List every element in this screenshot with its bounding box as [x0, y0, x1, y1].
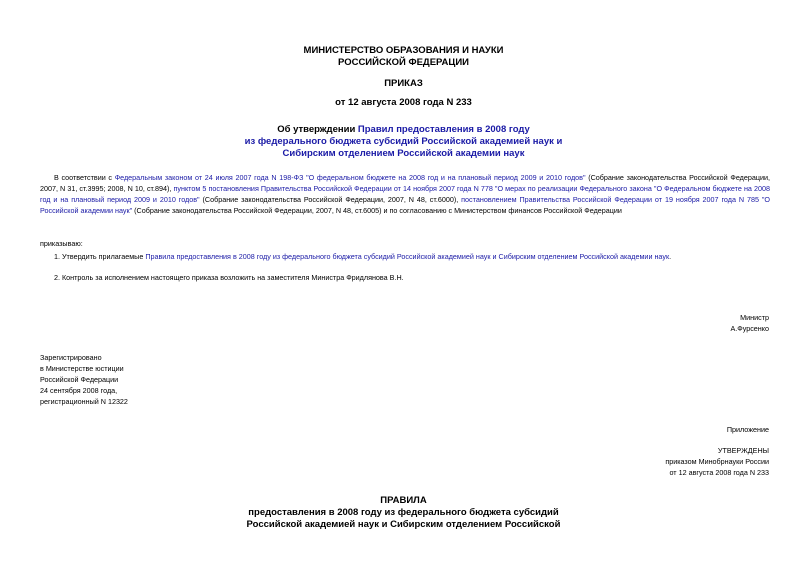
title-link-1[interactable]: Правил предоставления в 2008 году: [357, 124, 530, 135]
doc-type: [0, 78, 807, 90]
order-item-1-prefix: 1. Утвердить прилагаемые: [54, 252, 146, 261]
doc-date-number-label: от 12 августа 2008 года N 233: [335, 97, 472, 108]
government-resolution-778-link[interactable]: пунктом 5 постановления Правительства Российской Федерации от 14 ноября 2007 года N 778 "О мерах по реализации Федерального закона "О Федеральном бюджете на 2008 год и на плановый период 2009 и 2010 годов": [40, 184, 770, 204]
rules-heading: [0, 495, 807, 531]
doc-title-prefix: Об утверждении: [277, 124, 358, 135]
preamble-text-3: (Собрание законодательства Российской Федерации, 2007, N 48, ст.6000),: [199, 195, 462, 204]
ministry-line-2: РОССИЙСКОЙ ФЕДЕРАЦИИ: [337, 57, 469, 68]
title-link-3[interactable]: Сибирским отделением Российской академии наук: [282, 148, 525, 159]
appendix-label: Приложение: [726, 425, 769, 434]
registration-line-5: регистрационный N 12322: [40, 397, 128, 406]
title-link-2[interactable]: из федерального бюджета субсидий Российской академией наук и: [244, 136, 563, 147]
preamble-text-1: В соответствии с: [54, 173, 115, 182]
signature-position: Министр: [740, 313, 769, 322]
signature-block: [730, 312, 769, 334]
rules-link[interactable]: Правила предоставления в 2008 году из федерального бюджета субсидий Российской академией наук и Сибирским отделением Российской академии наук: [145, 252, 670, 261]
registration-line-3: Российской Федерации: [40, 375, 119, 384]
registration-line-4: 24 сентября 2008 года,: [40, 386, 118, 395]
preamble-paragraph: [40, 172, 770, 216]
doc-title-line-3: [0, 148, 807, 160]
ministry-line-1: МИНИСТЕРСТВО ОБРАЗОВАНИЯ И НАУКИ: [303, 45, 504, 56]
doc-date-number: [0, 97, 807, 109]
federal-law-link[interactable]: Федеральным законом от 24 июля 2007 года N 198-ФЗ "О федеральном бюджете на 2008 год и на плановый период 2009 и 2010 годов": [114, 173, 586, 182]
order-item-1-suffix: .: [669, 252, 672, 261]
registration-line-1: Зарегистрировано: [40, 353, 102, 362]
rules-line-2: предоставления в 2008 году из федерального бюджета субсидий: [248, 507, 559, 518]
approval-by-order: приказом Минобрнауки России: [665, 457, 769, 466]
doc-title-line-1: [0, 124, 807, 136]
ministry-header: [0, 45, 807, 69]
order-intro: приказываю:: [40, 239, 83, 248]
government-resolution-785-link[interactable]: постановлением Правительства Российской Федерации от 19 ноября 2007 года N 785 "О Российской академии наук": [40, 195, 770, 215]
approval-approved: УТВЕРЖДЕНЫ: [717, 446, 769, 455]
doc-title-line-2: [0, 136, 807, 148]
rules-line-3: Российской академией наук и Сибирским отделением Российской: [246, 519, 561, 530]
doc-title: [0, 124, 807, 160]
preamble-text-2: (Собрание законодательства Российской Федерации, 2007, N 31, ст.3995; 2008, N 10, ст.894),: [40, 173, 770, 193]
doc-type-label: ПРИКАЗ: [384, 78, 423, 89]
registration-line-2: в Министерстве юстиции: [40, 364, 124, 373]
approval-order-date: от 12 августа 2008 года N 233: [669, 468, 769, 477]
preamble-text-4: (Собрание законодательства Российской Федерации, 2007, N 48, ст.6005) и по согласованию с Министерством финансов Российской Федерации: [132, 206, 622, 215]
order-item-1: [54, 251, 671, 262]
signature-name: А.Фурсенко: [730, 324, 769, 333]
rules-title: ПРАВИЛА: [380, 495, 427, 506]
order-item-2: 2. Контроль за исполнением настоящего приказа возложить на заместителя Министра Фридлянова В.Н.: [54, 273, 404, 282]
approval-block: [665, 445, 769, 478]
registration-block: [40, 352, 128, 407]
